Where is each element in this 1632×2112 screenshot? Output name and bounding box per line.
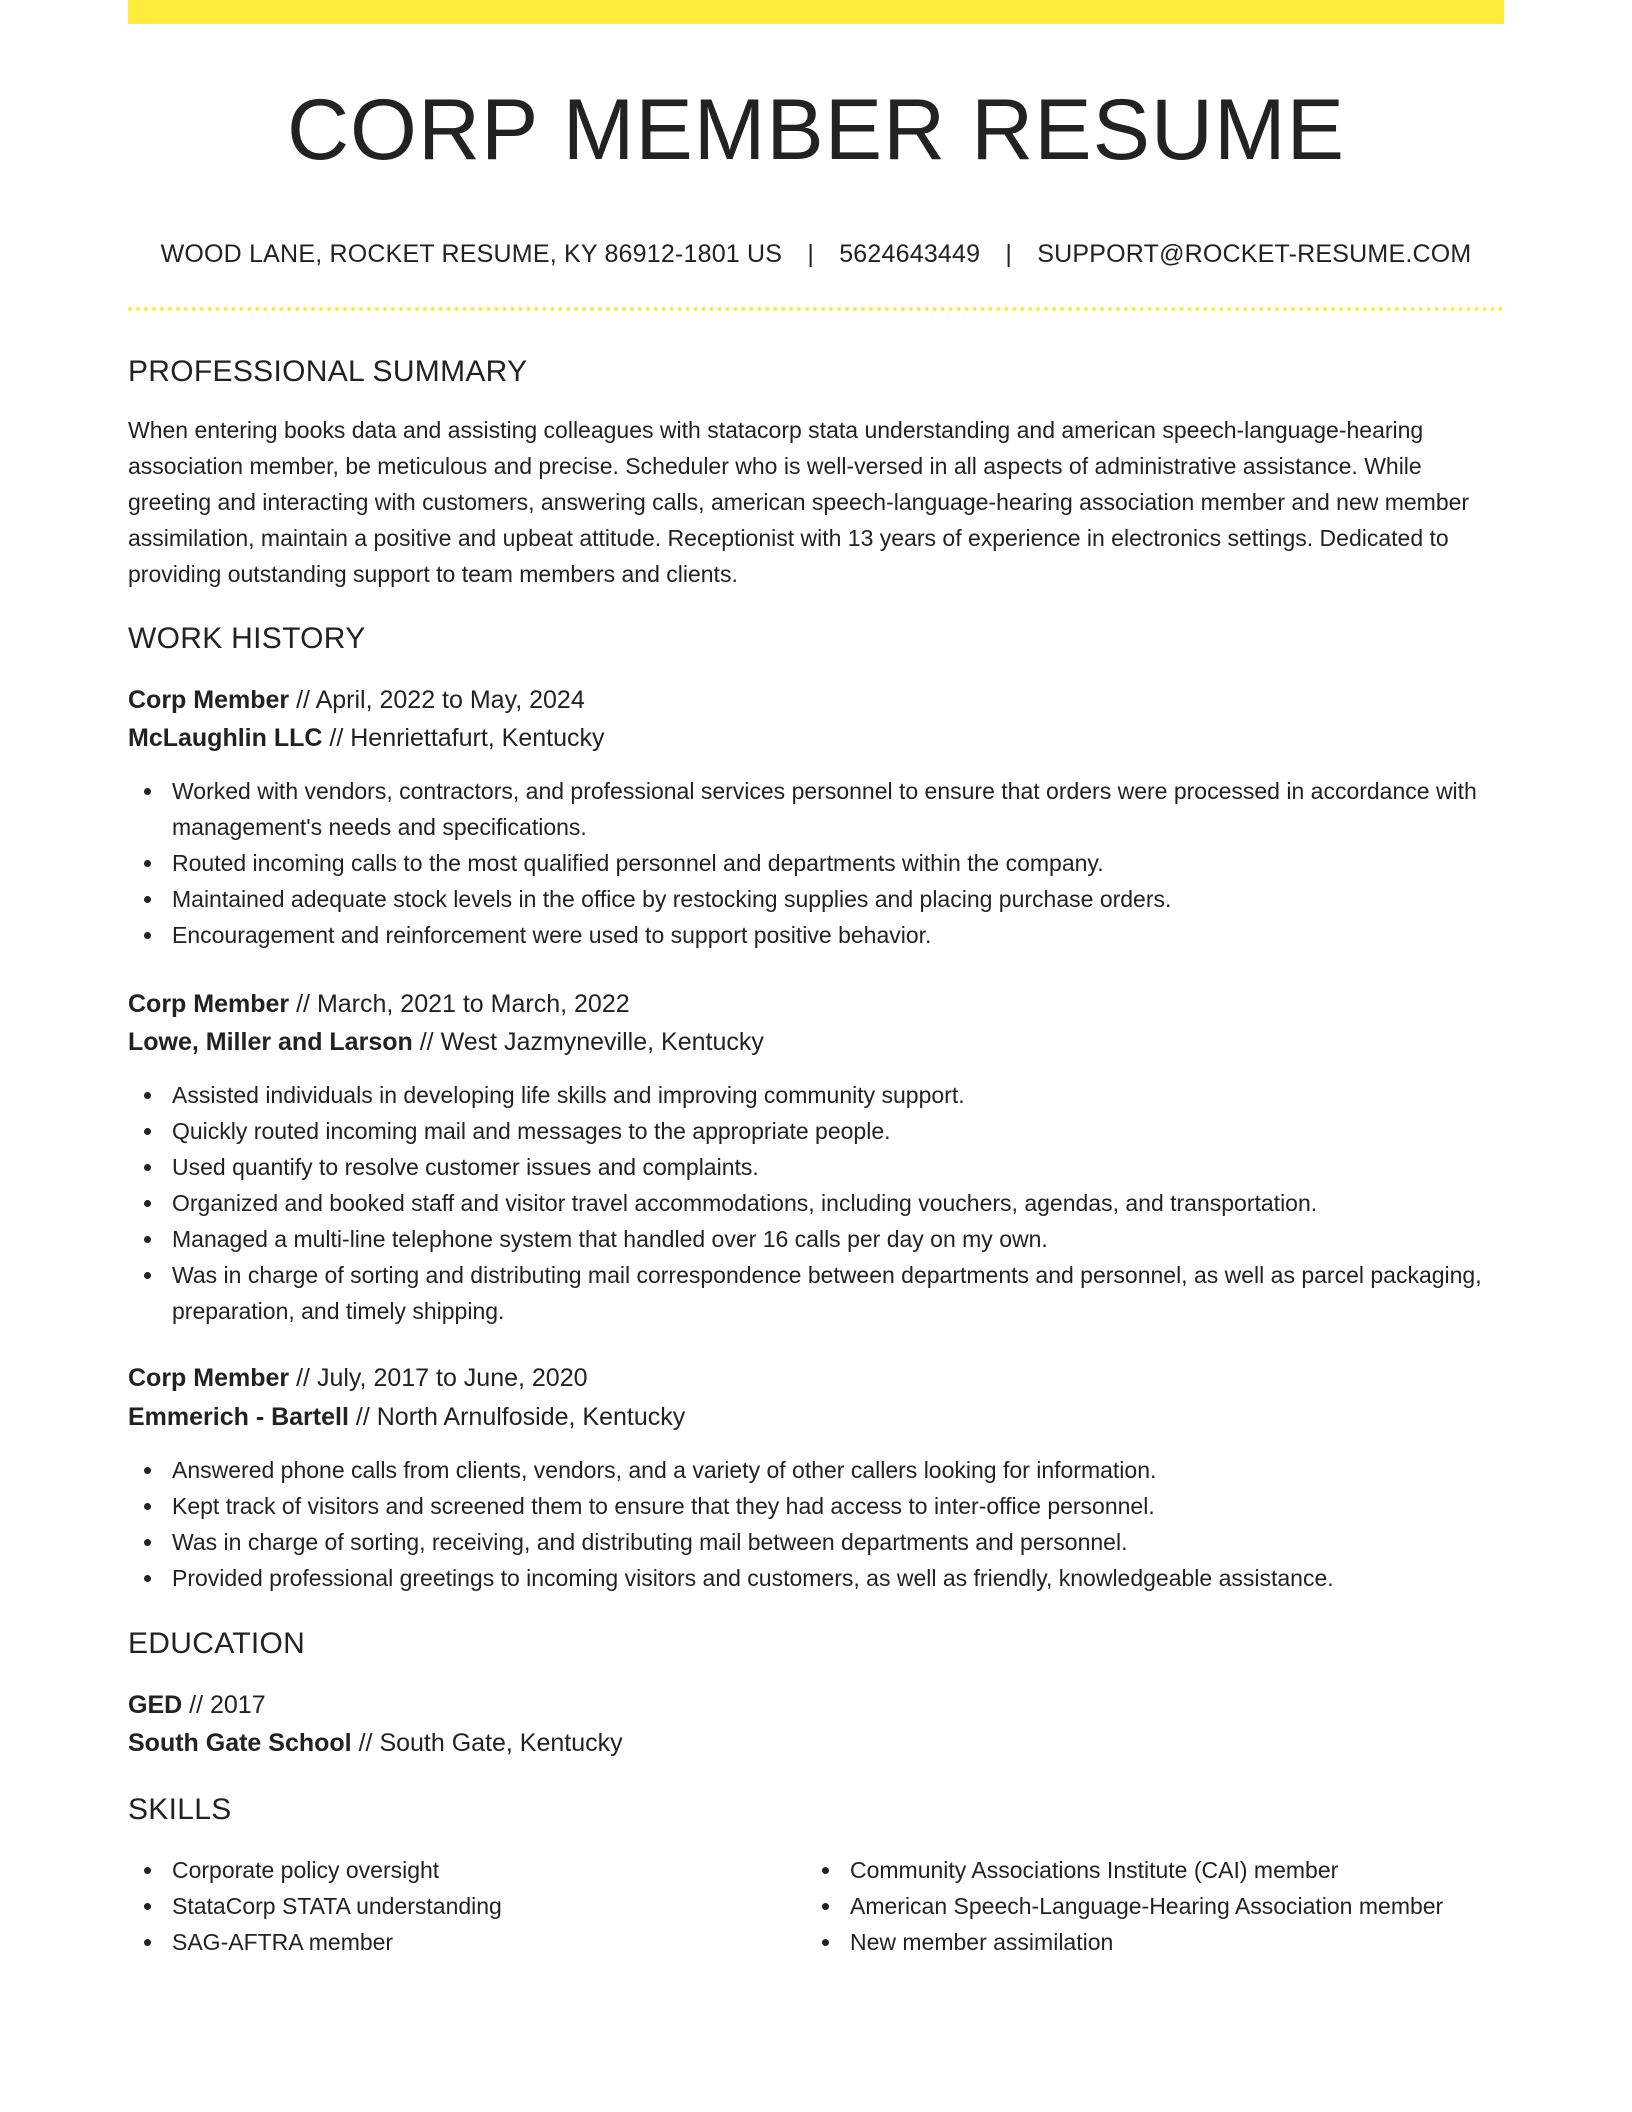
education-degree-line <box>128 1686 266 1724</box>
separator: // <box>329 724 344 752</box>
job-title-line <box>128 681 585 719</box>
separator: // <box>355 1403 370 1431</box>
phone: 5624643449 <box>839 240 981 268</box>
job-role: Corp Member <box>128 686 290 714</box>
resume-page <box>128 0 1504 2112</box>
job-bullets <box>128 773 1504 953</box>
address: WOOD LANE, ROCKET RESUME, KY 86912-1801 US <box>160 240 783 268</box>
skills-list-left <box>128 1852 798 1960</box>
job-bullets <box>128 1452 1504 1596</box>
job-dates: July, 2017 to June, 2020 <box>316 1364 588 1392</box>
job-location: Henriettafurt, Kentucky <box>350 724 605 752</box>
list-item: Answered phone calls from clients, vendors, and a variety of other callers looking for information. <box>128 1452 1504 1488</box>
list-item: Assisted individuals in developing life skills and improving community support. <box>128 1077 1504 1113</box>
education-school: South Gate School <box>128 1729 352 1757</box>
section-title-skills: SKILLS <box>128 1793 232 1826</box>
section-title-work-history: WORK HISTORY <box>128 622 366 655</box>
list-item: Routed incoming calls to the most qualified personnel and departments within the company. <box>128 845 1504 881</box>
contact-separator: | <box>1005 240 1013 268</box>
job-company-line <box>128 719 605 757</box>
job-dates: April, 2022 to May, 2024 <box>315 686 585 714</box>
education-year: 2017 <box>210 1691 266 1719</box>
job-company-line <box>128 1023 764 1061</box>
list-item: Worked with vendors, contractors, and professional services personnel to ensure that orders were processed in accordance with management's needs and specifications. <box>128 773 1504 845</box>
job-company: Lowe, Miller and Larson <box>128 1028 413 1056</box>
skill-item: SAG-AFTRA member <box>128 1924 798 1960</box>
education-school-line <box>128 1724 623 1762</box>
job-location: North Arnulfoside, Kentucky <box>376 1403 686 1431</box>
skills-list-right <box>806 1852 1504 1960</box>
job-title-line <box>128 985 630 1023</box>
list-item: Managed a multi-line telephone system that handled over 16 calls per day on my own. <box>128 1221 1504 1257</box>
list-item: Encouragement and reinforcement were used to support positive behavior. <box>128 917 1504 953</box>
skill-item: New member assimilation <box>806 1924 1504 1960</box>
list-item: Was in charge of sorting, receiving, and distributing mail between departments and personnel. <box>128 1524 1504 1560</box>
job-location: West Jazmyneville, Kentucky <box>440 1028 764 1056</box>
skill-item: Corporate policy oversight <box>128 1852 798 1888</box>
email: SUPPORT@ROCKET-RESUME.COM <box>1037 240 1472 268</box>
education-degree: GED <box>128 1691 183 1719</box>
separator: // <box>358 1729 373 1757</box>
summary-text: When entering books data and assisting colleagues with statacorp stata understanding and american speech-language-hearing association member, be meticulous and precise. Scheduler who is well-versed in all aspects of administrative assistance. While greeting and interacting with customers, answering calls, american speech-language-hearing association member and new member assimilation, maintain a positive and upbeat attitude. Receptionist with 13 years of experience in electronics settings. Dedicated to providing outstanding support to team members and clients. <box>128 417 1470 587</box>
contact-separator: | <box>807 240 815 268</box>
skill-item: StataCorp STATA understanding <box>128 1888 798 1924</box>
job-bullets <box>128 1077 1504 1329</box>
skill-item: Community Associations Institute (CAI) member <box>806 1852 1504 1888</box>
section-title-education: EDUCATION <box>128 1627 306 1660</box>
list-item: Used quantify to resolve customer issues and complaints. <box>128 1149 1504 1185</box>
job-role: Corp Member <box>128 1364 290 1392</box>
contact-line <box>128 236 1504 272</box>
list-item: Quickly routed incoming mail and messages to the appropriate people. <box>128 1113 1504 1149</box>
education-location: South Gate, Kentucky <box>379 1729 623 1757</box>
list-item: Organized and booked staff and visitor travel accommodations, including vouchers, agendas, and transportation. <box>128 1185 1504 1221</box>
list-item: Maintained adequate stock levels in the office by restocking supplies and placing purchase orders. <box>128 881 1504 917</box>
job-company: McLaughlin LLC <box>128 724 323 752</box>
separator: // <box>419 1028 434 1056</box>
resume-title: CORP MEMBER RESUME <box>286 82 1346 178</box>
list-item: Was in charge of sorting and distributing mail correspondence between departments and personnel, as well as parcel packaging, preparation, and timely shipping. <box>128 1257 1504 1329</box>
job-role: Corp Member <box>128 990 290 1018</box>
accent-bar <box>128 0 1504 24</box>
job-company-line <box>128 1398 685 1436</box>
list-item: Provided professional greetings to incoming visitors and customers, as well as friendly, knowledgeable assistance. <box>128 1560 1504 1596</box>
separator: // <box>296 686 310 714</box>
job-title-line <box>128 1359 588 1397</box>
separator: // <box>296 990 310 1018</box>
section-title-summary: PROFESSIONAL SUMMARY <box>128 355 528 388</box>
job-dates: March, 2021 to March, 2022 <box>316 990 630 1018</box>
separator: // <box>189 1691 204 1719</box>
skill-item: American Speech-Language-Hearing Association member <box>806 1888 1504 1924</box>
list-item: Kept track of visitors and screened them to ensure that they had access to inter-office personnel. <box>128 1488 1504 1524</box>
separator: // <box>296 1364 310 1392</box>
job-company: Emmerich - Bartell <box>128 1403 349 1431</box>
header-divider <box>128 307 1504 311</box>
